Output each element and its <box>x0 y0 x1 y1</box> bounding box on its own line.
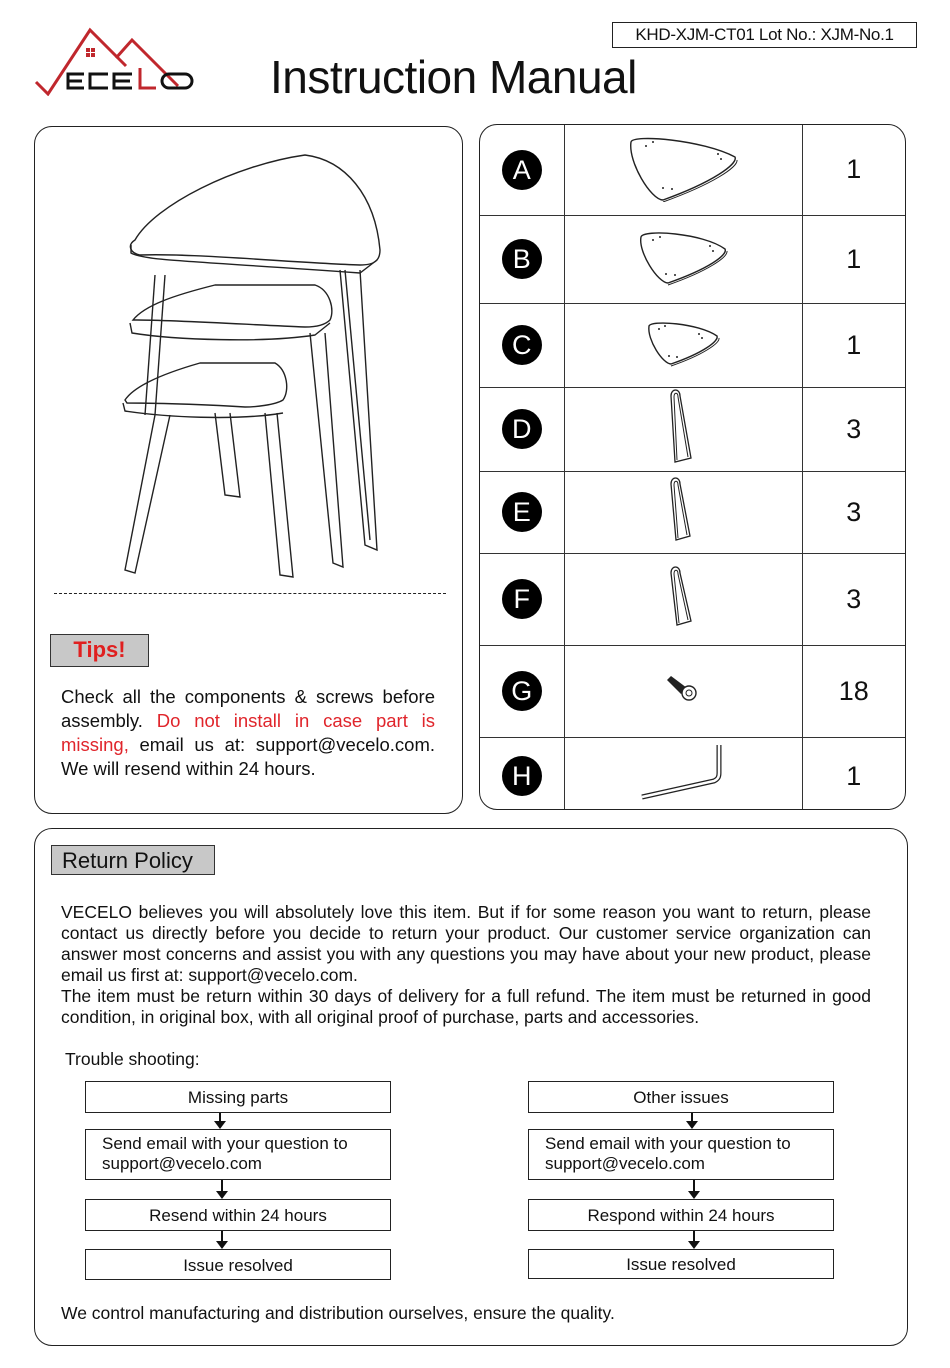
part-letter-badge: H <box>502 756 542 796</box>
flow-step: Missing parts <box>85 1081 391 1113</box>
quality-statement: We control manufacturing and distribution ourselves, ensure the quality. <box>61 1303 615 1323</box>
page-title: Instruction Manual <box>270 51 637 103</box>
part-quantity: 3 <box>802 387 905 471</box>
flow-step: Respond within 24 hours <box>528 1199 834 1231</box>
allen-key-icon <box>638 741 728 806</box>
flow-step: Issue resolved <box>85 1249 391 1280</box>
tips-label: Tips! <box>50 634 149 667</box>
vecelo-logo <box>28 24 233 96</box>
part-row-g <box>480 645 905 737</box>
divider <box>54 593 446 594</box>
part-quantity: 3 <box>802 553 905 645</box>
arrow-down-icon <box>693 1231 695 1247</box>
part-row-f <box>480 553 905 645</box>
part-letter-badge: C <box>502 325 542 365</box>
flow-step: Send email with your question to support@vecelo.com <box>85 1129 391 1180</box>
arrow-down-icon <box>691 1113 693 1127</box>
part-letter-badge: D <box>502 409 542 449</box>
part-quantity: 1 <box>802 303 905 387</box>
tips-text: Check all the components & screws before assembly. Do not install in case part is missing, email us at: support@vecelo.com. We will resend within 24 hours. <box>61 686 436 779</box>
part-quantity: 1 <box>802 125 905 215</box>
return-policy-label: Return Policy <box>51 845 215 875</box>
medium-hairpin-leg-icon <box>668 476 698 544</box>
small-tabletop-icon <box>643 318 723 368</box>
part-row-c <box>480 303 905 387</box>
part-row-b <box>480 215 905 303</box>
part-quantity: 1 <box>802 215 905 303</box>
flow-step: Resend within 24 hours <box>85 1199 391 1231</box>
part-row-e <box>480 471 905 553</box>
medium-tabletop-icon <box>633 227 733 287</box>
flow-step: Issue resolved <box>528 1249 834 1279</box>
return-policy-text: VECELO believes you will absolutely love this item. But if for some reason you want to return, please contact us directly before you decide to return your product. Our customer service organization can answer most concerns and assist you with any questions you may have about your new product, please email us first at: support@vecelo.com. The item must be return within 30 days of delivery for a full refund. The item must be returned in good condition, in original box, with all original proof of purchase, parts and accessories. <box>61 902 871 1027</box>
arrow-down-icon <box>221 1231 223 1247</box>
large-tabletop-icon <box>623 132 743 202</box>
screw-icon <box>663 674 703 704</box>
short-hairpin-leg-icon <box>668 565 698 629</box>
arrow-down-icon <box>693 1180 695 1197</box>
part-quantity: 3 <box>802 471 905 553</box>
part-row-a <box>480 125 905 215</box>
parts-list <box>479 124 906 810</box>
part-letter-badge: B <box>502 239 542 279</box>
flow-step: Other issues <box>528 1081 834 1113</box>
part-letter-badge: E <box>502 492 542 532</box>
flow-step: Send email with your question to support@vecelo.com <box>528 1129 834 1180</box>
troubleshooting-label: Trouble shooting: <box>65 1049 200 1069</box>
part-letter-badge: F <box>502 579 542 619</box>
lot-number: KHD-XJM-CT01 Lot No.: XJM-No.1 <box>612 22 917 48</box>
part-row-h <box>480 737 905 810</box>
nesting-tables-illustration <box>115 145 405 585</box>
arrow-down-icon <box>221 1180 223 1197</box>
part-row-d <box>480 387 905 471</box>
part-quantity: 18 <box>802 645 905 737</box>
long-hairpin-leg-icon <box>668 388 698 466</box>
part-letter-badge: G <box>502 671 542 711</box>
part-letter-badge: A <box>502 150 542 190</box>
arrow-down-icon <box>219 1113 221 1127</box>
part-quantity: 1 <box>802 737 905 810</box>
warning-text: Do not install in case part is missing, <box>61 710 436 755</box>
